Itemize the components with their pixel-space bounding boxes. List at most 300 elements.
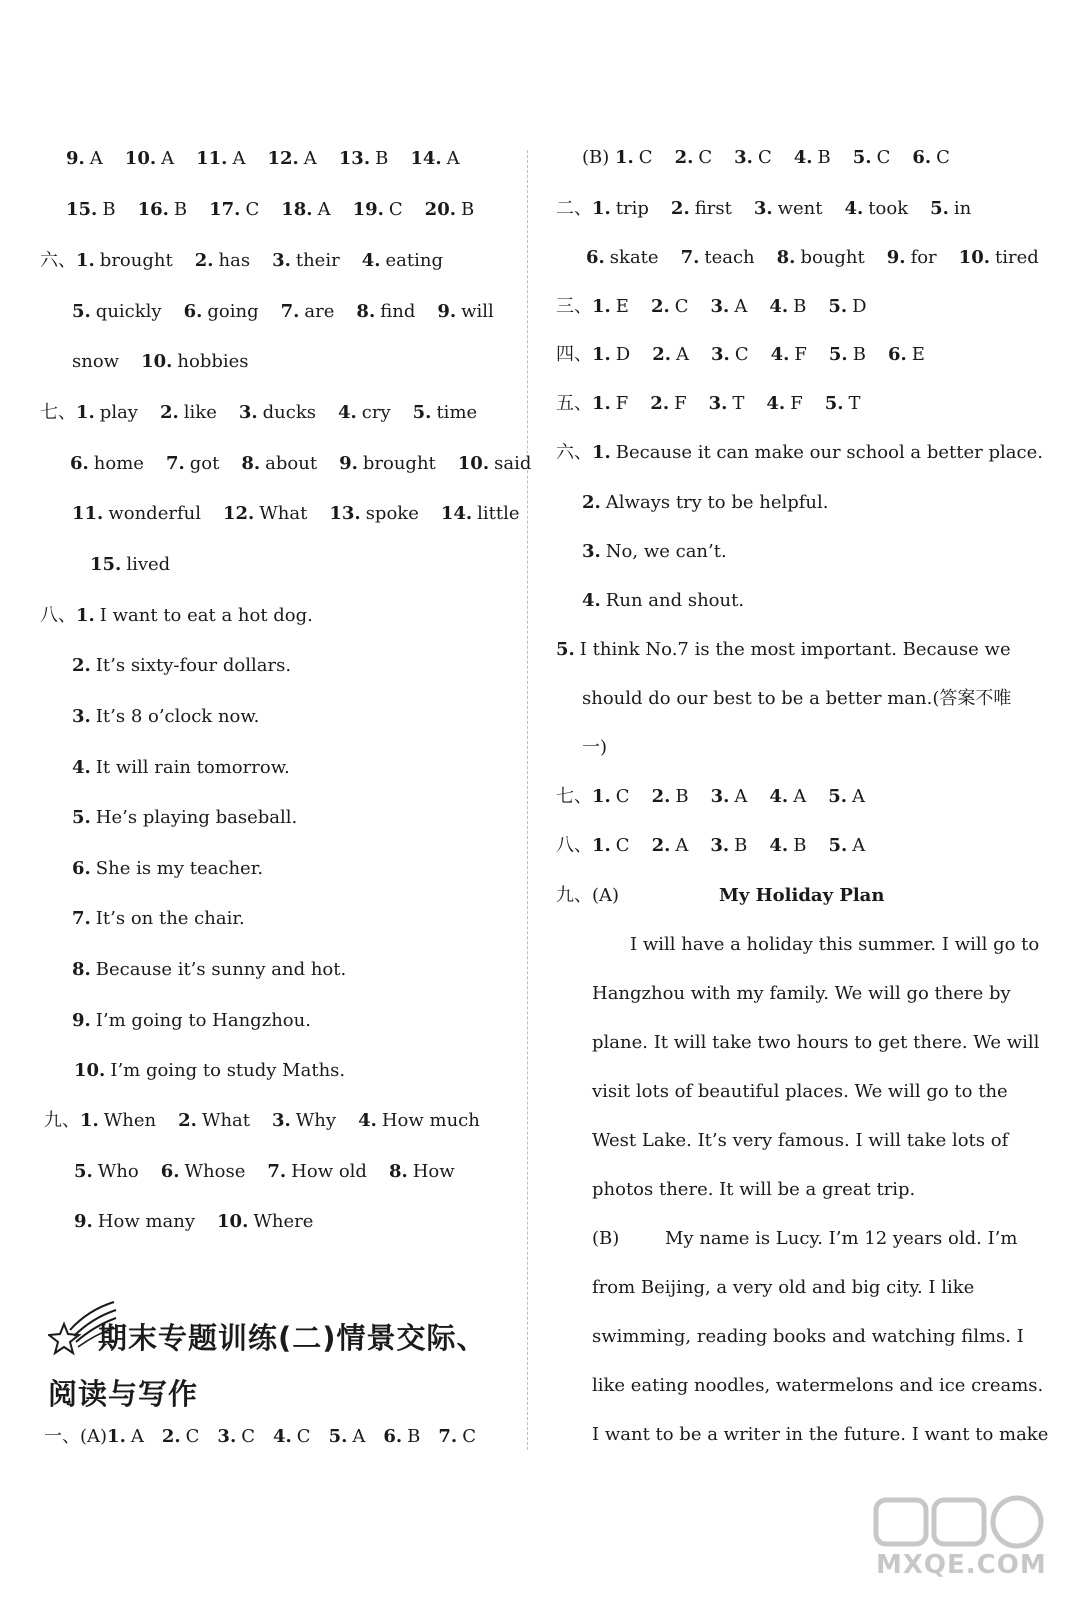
answer-line	[556, 295, 867, 319]
item-number: 6.	[887, 344, 907, 365]
answer-item	[72, 807, 297, 828]
section-heading-line1: 期末专题训练(二)情景交际、	[98, 1321, 487, 1355]
item-number: 6.	[183, 301, 203, 322]
item-number: 1.	[592, 393, 611, 414]
answer-item	[410, 148, 459, 169]
item-answer: play	[99, 402, 138, 423]
answer-item	[675, 147, 713, 168]
answer-line	[72, 1009, 311, 1033]
item-answer: took	[868, 198, 909, 219]
item-answer: It’s 8 o’clock now.	[95, 706, 260, 727]
answer-line	[556, 197, 971, 221]
item-number: 1.	[592, 442, 611, 463]
item-answer: A	[734, 786, 748, 807]
question-number: 八、	[556, 835, 592, 856]
item-number: 7.	[72, 908, 91, 929]
answer-item	[76, 402, 138, 423]
item-answer: should do our best to be a better man.(答案不唯	[582, 688, 1012, 709]
item-answer: got	[189, 453, 220, 474]
answer-item	[162, 1426, 200, 1447]
answer-item	[930, 198, 971, 219]
item-answer: B	[102, 199, 116, 220]
item-answer: ducks	[262, 402, 316, 423]
answer-line	[586, 246, 1039, 270]
answer-item	[592, 198, 649, 219]
item-answer: A	[675, 835, 689, 856]
answer-item	[652, 835, 689, 856]
answer-item	[362, 250, 443, 271]
item-answer: C	[615, 786, 630, 807]
item-number: 8.	[241, 453, 261, 474]
question-number: 六、	[40, 250, 76, 271]
answer-line	[556, 441, 1043, 465]
item-answer: tired	[995, 247, 1039, 268]
item-number: 9.	[437, 301, 457, 322]
item-answer: said	[494, 453, 532, 474]
answer-item	[389, 1161, 455, 1182]
item-answer: Because it can make our school a better place.	[615, 442, 1043, 463]
item-number: 8.	[356, 301, 376, 322]
answer-item	[912, 147, 950, 168]
item-number: 2.	[582, 492, 601, 513]
answer-line	[582, 146, 950, 170]
answer-line	[70, 452, 531, 476]
item-answer: C	[674, 296, 689, 317]
item-answer: their	[295, 250, 340, 271]
item-number: 19.	[352, 199, 384, 220]
answer-item	[178, 1110, 250, 1131]
answer-item	[754, 198, 823, 219]
item-number: 1.	[615, 147, 634, 168]
answer-item	[72, 858, 263, 879]
answer-item	[70, 453, 144, 474]
answer-item	[828, 786, 865, 807]
item-number: 9.	[66, 148, 85, 169]
essay-line: West Lake. It’s very famous. I will take lots of	[592, 1130, 1009, 1151]
item-number: 1.	[592, 198, 611, 219]
item-number: 7.	[280, 301, 300, 322]
item-answer: B	[734, 835, 748, 856]
item-answer: going	[207, 301, 259, 322]
item-number: 1.	[592, 296, 611, 317]
item-answer: F	[615, 393, 629, 414]
item-answer: E	[615, 296, 629, 317]
answer-line	[72, 502, 520, 526]
question-number: 一、(A)	[44, 1426, 108, 1447]
item-number: 1.	[592, 835, 611, 856]
item-answer: A	[130, 1426, 144, 1447]
item-answer: lived	[126, 554, 171, 575]
item-number: 6.	[586, 247, 605, 268]
item-answer: snow	[72, 351, 120, 372]
item-answer: teach	[704, 247, 755, 268]
answer-item	[711, 296, 748, 317]
answer-line	[582, 687, 1011, 711]
answer-item	[339, 453, 436, 474]
item-answer: T	[732, 393, 745, 414]
item-answer: How many	[97, 1211, 196, 1232]
answer-line	[72, 958, 346, 982]
item-number: 15.	[90, 554, 122, 575]
item-answer: like	[183, 402, 217, 423]
item-number: 2.	[194, 250, 214, 271]
answer-item	[281, 301, 335, 322]
answer-item	[586, 247, 659, 268]
item-answer: bought	[800, 247, 865, 268]
answer-item	[76, 605, 313, 626]
answer-line	[44, 1425, 494, 1449]
item-number: 9.	[74, 1211, 93, 1232]
item-number: 10.	[141, 351, 173, 372]
item-number: 7.	[267, 1161, 287, 1182]
essay-line: I will have a holiday this summer. I will go to	[630, 934, 1040, 955]
item-number: 11.	[72, 503, 104, 524]
item-answer: skate	[609, 247, 659, 268]
item-answer: D	[852, 296, 867, 317]
answer-item	[267, 148, 316, 169]
item-answer: She is my teacher.	[95, 858, 264, 879]
answer-item	[141, 351, 248, 372]
item-number: 13.	[329, 503, 361, 524]
item-number: 12.	[222, 503, 255, 524]
item-number: 3.	[217, 1426, 237, 1447]
answer-item	[358, 1110, 480, 1131]
answer-line	[72, 806, 297, 830]
item-number: 5.	[828, 296, 848, 317]
item-answer: B	[461, 199, 475, 220]
item-answer: C	[876, 147, 891, 168]
item-number: 5.	[930, 198, 949, 219]
item-number: 2.	[650, 296, 670, 317]
item-number: 3.	[734, 147, 753, 168]
answer-item	[66, 199, 116, 220]
item-answer: B	[173, 199, 188, 220]
item-answer: spoke	[365, 503, 419, 524]
answer-item	[582, 541, 727, 562]
answer-item	[74, 1161, 139, 1182]
question-number: 二、	[556, 198, 592, 219]
item-answer: Why	[295, 1110, 337, 1131]
item-answer: B	[852, 344, 866, 365]
item-number: 3.	[753, 198, 773, 219]
question-number: (B)	[582, 147, 615, 168]
item-answer: trip	[615, 198, 649, 219]
item-answer: It’s on the chair.	[95, 908, 245, 929]
answer-item	[582, 492, 829, 513]
answer-item	[107, 1426, 144, 1447]
item-number: 5.	[328, 1426, 348, 1447]
item-number: 7.	[165, 453, 185, 474]
item-answer: He’s playing baseball.	[95, 807, 298, 828]
item-number: 2.	[159, 402, 179, 423]
item-number: 1.	[80, 1110, 99, 1131]
item-number: 10.	[457, 453, 490, 474]
item-number: 5.	[852, 147, 872, 168]
item-number: 4.	[358, 1110, 377, 1131]
item-number: 4.	[769, 786, 789, 807]
item-answer: home	[93, 453, 144, 474]
item-answer: went	[777, 198, 823, 219]
item-answer: B	[793, 835, 807, 856]
question-number: 四、	[556, 344, 592, 365]
essay-line: like eating noodles, watermelons and ice creams.	[592, 1375, 1044, 1396]
answer-item	[72, 301, 162, 322]
item-answer: C	[185, 1426, 200, 1447]
item-answer: C	[388, 199, 403, 220]
item-answer: I’m going to study Maths.	[110, 1060, 346, 1081]
item-number: 20.	[424, 199, 456, 220]
item-number: 5.	[74, 1161, 93, 1182]
answer-item	[592, 344, 630, 365]
item-number: 18.	[281, 199, 313, 220]
item-answer: Run and shout.	[605, 590, 745, 611]
essay-line: from Beijing, a very old and big city. I like	[592, 1277, 975, 1298]
item-number: 5.	[412, 402, 432, 423]
item-answer: When	[103, 1110, 157, 1131]
item-number: 4.	[766, 393, 786, 414]
answer-line	[66, 198, 474, 222]
item-number: 5.	[824, 393, 844, 414]
answer-item	[777, 247, 865, 268]
section-heading-line2: 阅读与写作	[48, 1377, 199, 1411]
item-number: 4.	[361, 250, 381, 271]
answer-item	[72, 351, 119, 372]
item-number: 2.	[650, 393, 670, 414]
item-answer: What	[259, 503, 308, 524]
answer-line	[72, 654, 291, 678]
answer-item	[272, 1110, 336, 1131]
item-answer: A	[232, 148, 246, 169]
answer-item	[769, 786, 806, 807]
answer-item	[184, 301, 259, 322]
item-answer: B	[817, 147, 831, 168]
answer-item	[72, 959, 346, 980]
item-answer: How old	[291, 1161, 367, 1182]
item-number: 4.	[770, 344, 790, 365]
item-number: 2.	[674, 147, 694, 168]
answer-item	[196, 148, 245, 169]
column-divider	[527, 150, 528, 1450]
answer-item	[329, 1426, 366, 1447]
item-number: 2.	[72, 655, 91, 676]
item-number: 9.	[339, 453, 358, 474]
item-answer: has	[218, 250, 251, 271]
answer-item	[267, 1161, 367, 1182]
answer-item	[80, 1110, 156, 1131]
answer-line	[582, 491, 829, 515]
item-number: 10.	[74, 1060, 106, 1081]
item-answer: I want to eat a hot dog.	[99, 605, 313, 626]
item-answer: F	[674, 393, 687, 414]
item-number: 5.	[828, 344, 848, 365]
item-number: 5.	[828, 786, 847, 807]
item-answer: C	[241, 1426, 255, 1447]
item-answer: A	[161, 148, 175, 169]
item-answer: time	[436, 402, 478, 423]
answer-item	[72, 757, 290, 778]
item-number: 6.	[160, 1161, 180, 1182]
answer-item	[582, 737, 607, 758]
answer-item	[766, 393, 802, 414]
item-answer: C	[638, 147, 653, 168]
item-answer: hobbies	[177, 351, 249, 372]
answer-line	[74, 1059, 345, 1083]
item-answer: A	[303, 148, 317, 169]
answer-line	[72, 857, 263, 881]
item-answer: I’m going to Hangzhou.	[95, 1010, 311, 1031]
essay-line: Hangzhou with my family. We will go there by	[592, 983, 1011, 1004]
answer-item	[615, 147, 653, 168]
answer-line	[72, 705, 259, 729]
question-number: 六、	[556, 442, 592, 463]
item-number: 10.	[958, 247, 990, 268]
essay-line: photos there. It will be a great trip.	[592, 1179, 916, 1200]
question-number: 七、	[40, 402, 76, 423]
watermark-url: MXQE.COM	[876, 1550, 1047, 1580]
item-answer: B	[793, 296, 807, 317]
item-answer: C	[757, 147, 772, 168]
item-number: 4.	[844, 198, 864, 219]
item-number: 5.	[556, 639, 575, 660]
item-answer: A	[852, 786, 865, 807]
item-answer: C	[296, 1426, 311, 1447]
answer-item	[438, 1426, 476, 1447]
answer-item	[72, 706, 259, 727]
item-number: 3.	[710, 296, 730, 317]
item-answer: C	[698, 147, 713, 168]
item-answer: will	[461, 301, 494, 322]
answer-item	[711, 786, 748, 807]
item-answer: F	[790, 393, 803, 414]
watermark-logo-icon	[872, 1492, 1052, 1552]
item-number: 9.	[886, 247, 906, 268]
answer-item	[711, 344, 749, 365]
item-answer: brought	[99, 250, 173, 271]
item-number: 2.	[652, 344, 672, 365]
answer-item	[272, 250, 340, 271]
answer-item	[888, 344, 925, 365]
answer-line	[72, 350, 249, 374]
answer-item	[72, 503, 201, 524]
watermark	[872, 1492, 1052, 1580]
answer-item	[652, 344, 689, 365]
answer-item	[592, 393, 628, 414]
item-number: 6.	[912, 147, 932, 168]
item-answer: No, we can’t.	[605, 541, 727, 562]
item-number: 1.	[592, 344, 611, 365]
item-number: 4.	[769, 835, 789, 856]
item-number: 8.	[388, 1161, 408, 1182]
answer-item	[425, 199, 475, 220]
answer-item	[66, 148, 103, 169]
answer-line	[66, 147, 460, 171]
item-answer: are	[304, 301, 335, 322]
item-number: 14.	[440, 503, 473, 524]
item-answer: in	[953, 198, 972, 219]
answer-item	[72, 655, 291, 676]
answer-item	[217, 1426, 255, 1447]
item-answer: C	[936, 147, 950, 168]
item-number: 1.	[107, 1426, 126, 1447]
answer-item	[651, 296, 689, 317]
item-number: 4.	[338, 402, 357, 423]
item-number: 3.	[272, 1110, 291, 1131]
item-answer: C	[462, 1426, 476, 1447]
answer-item	[825, 393, 861, 414]
answer-item	[209, 199, 259, 220]
item-number: 8.	[72, 959, 91, 980]
item-number: 8.	[776, 247, 796, 268]
answer-item	[239, 402, 316, 423]
item-number: 7.	[438, 1426, 458, 1447]
answer-item	[709, 393, 745, 414]
item-answer: B	[407, 1426, 421, 1447]
answer-item	[353, 199, 403, 220]
item-number: 2.	[670, 198, 690, 219]
item-answer: brought	[362, 453, 436, 474]
answer-item	[72, 1010, 311, 1031]
question-number: 七、	[556, 786, 592, 807]
item-answer: A	[352, 1426, 366, 1447]
answer-item	[845, 198, 909, 219]
answer-item	[458, 453, 532, 474]
item-number: 10.	[217, 1211, 249, 1232]
essay-line: I want to be a writer in the future. I want to make	[592, 1424, 1049, 1445]
item-answer: How much	[381, 1110, 480, 1131]
item-number: 5.	[72, 807, 91, 828]
answer-line	[582, 736, 607, 760]
item-answer: A	[317, 199, 331, 220]
answer-item	[241, 453, 317, 474]
answer-item	[413, 402, 478, 423]
item-number: 1.	[76, 605, 95, 626]
essay-a-title: My Holiday Plan	[719, 885, 885, 906]
answer-line	[40, 249, 443, 273]
item-answer: B	[375, 148, 389, 169]
answer-item	[329, 503, 418, 524]
item-answer: C	[734, 344, 749, 365]
item-number: 11.	[196, 148, 228, 169]
item-answer: E	[911, 344, 925, 365]
item-answer: T	[848, 393, 861, 414]
item-answer: D	[615, 344, 631, 365]
answer-item	[195, 250, 250, 271]
answer-item	[681, 247, 755, 268]
item-number: 5.	[828, 835, 848, 856]
item-number: 1.	[76, 402, 95, 423]
answer-line	[72, 756, 290, 780]
item-answer: C	[615, 835, 630, 856]
answer-item	[166, 453, 219, 474]
answer-line	[40, 401, 477, 425]
answer-line	[74, 1210, 313, 1234]
item-answer: How	[412, 1161, 455, 1182]
item-number: 16.	[137, 199, 169, 220]
answer-item	[72, 908, 245, 929]
answer-item	[90, 554, 170, 575]
item-answer: about	[265, 453, 318, 474]
answer-line	[582, 540, 727, 564]
item-number: 17.	[209, 199, 241, 220]
item-answer: first	[694, 198, 732, 219]
item-answer: It will rain tomorrow.	[95, 757, 290, 778]
answer-item	[339, 148, 389, 169]
item-number: 14.	[410, 148, 442, 169]
answer-line	[74, 1160, 455, 1184]
answer-item	[437, 301, 493, 322]
item-answer: Because it’s sunny and hot.	[95, 959, 347, 980]
item-number: 3.	[582, 541, 601, 562]
